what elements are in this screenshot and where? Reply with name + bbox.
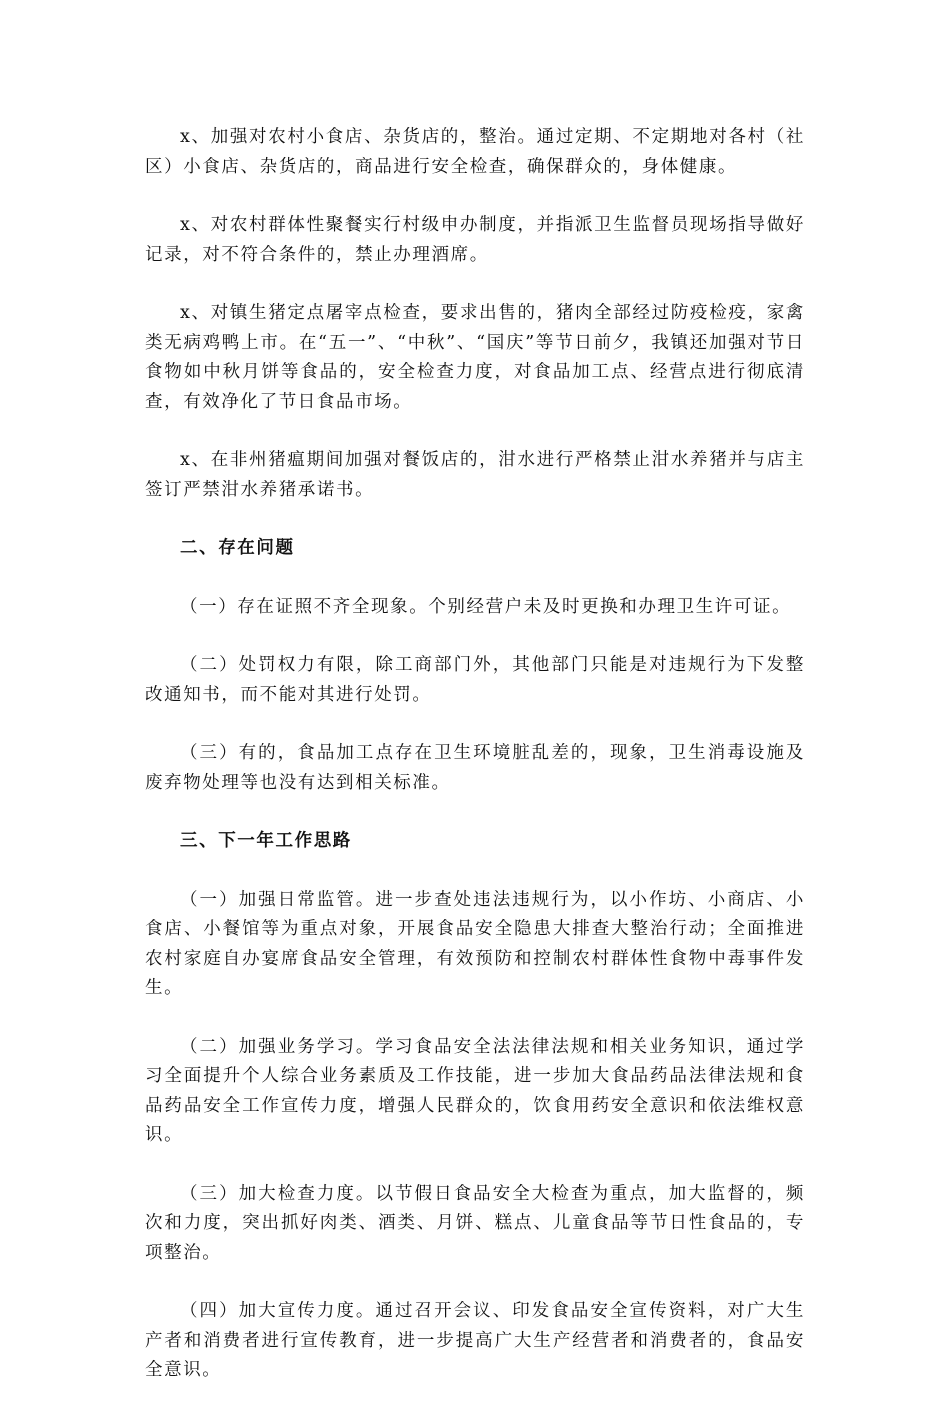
section-heading-next-year: 三、下一年工作思路 [180,831,352,851]
paragraph-rural-shops: x、加强对农村小食店、杂货店的，整治。通过定期、不定期地对各村（社区）小食店、杂货店的，商品进行安全检查，确保群众的，身体健康。 [145,127,805,177]
paragraph-problem-3: （三）有的，食品加工点存在卫生环境脏乱差的，现象，卫生消毒设施及废弃物处理等也没有达到相关标准。 [145,743,805,793]
paragraph-problem-2: （二）处罚权力有限，除工商部门外，其他部门只能是对违规行为下发整改通知书，而不能对其进行处罚。 [145,655,805,705]
paragraph-plan-4: （四）加大宣传力度。通过召开会议、印发食品安全宣传资料，对广大生产者和消费者进行宣传教育，进一步提高广大生产经营者和消费者的，食品安全意识。 [145,1301,805,1380]
paragraph-plan-3: （三）加大检查力度。以节假日食品安全大检查为重点，加大监督的，频次和力度，突出抓好肉类、酒类、月饼、糕点、儿童食品等节日性食品的，专项整治。 [145,1183,805,1263]
paragraph-slaughterhouse: x、对镇生猪定点屠宰点检查，要求出售的，猪肉全部经过防疫检疫，家禽类无病鸡鸭上市。在“五一”、“中秋”、“国庆”等节日前夕，我镇还加强对节日食物如中秋月饼等食品的，安全检查力度，对食品加工点、经营点进行彻底清查，有效净化了节日食品市场。 [145,303,805,412]
document-body [145,123,805,1415]
paragraph-group-dining: x、对农村群体性聚餐实行村级申办制度，并指派卫生监督员现场指导做好记录，对不符合条件的，禁止办理酒席。 [145,215,805,265]
section-heading-problems: 二、存在问题 [180,538,295,558]
paragraph-swine-fever: x、在非州猪瘟期间加强对餐饭店的，泔水进行严格禁止泔水养猪并与店主签订严禁泔水养猪承诺书。 [145,450,805,500]
paragraph-plan-1: （一）加强日常监管。进一步查处违法违规行为，以小作坊、小商店、小食店、小餐馆等为重点对象，开展食品安全隐患大排查大整治行动；全面推进农村家庭自办宴席食品安全管理，有效预防和控制农村群体性食物中毒事件发生。 [145,889,805,998]
paragraph-problem-1: （一）存在证照不齐全现象。个别经营户未及时更换和办理卫生许可证。 [180,596,792,617]
paragraph-plan-2: （二）加强业务学习。学习食品安全法法律法规和相关业务知识，通过学习全面提升个人综合业务素质及工作技能，进一步加大食品药品法律法规和食品药品安全工作宣传力度，增强人民群众的，饮食用药安全意识和依法维权意识。 [145,1036,805,1145]
